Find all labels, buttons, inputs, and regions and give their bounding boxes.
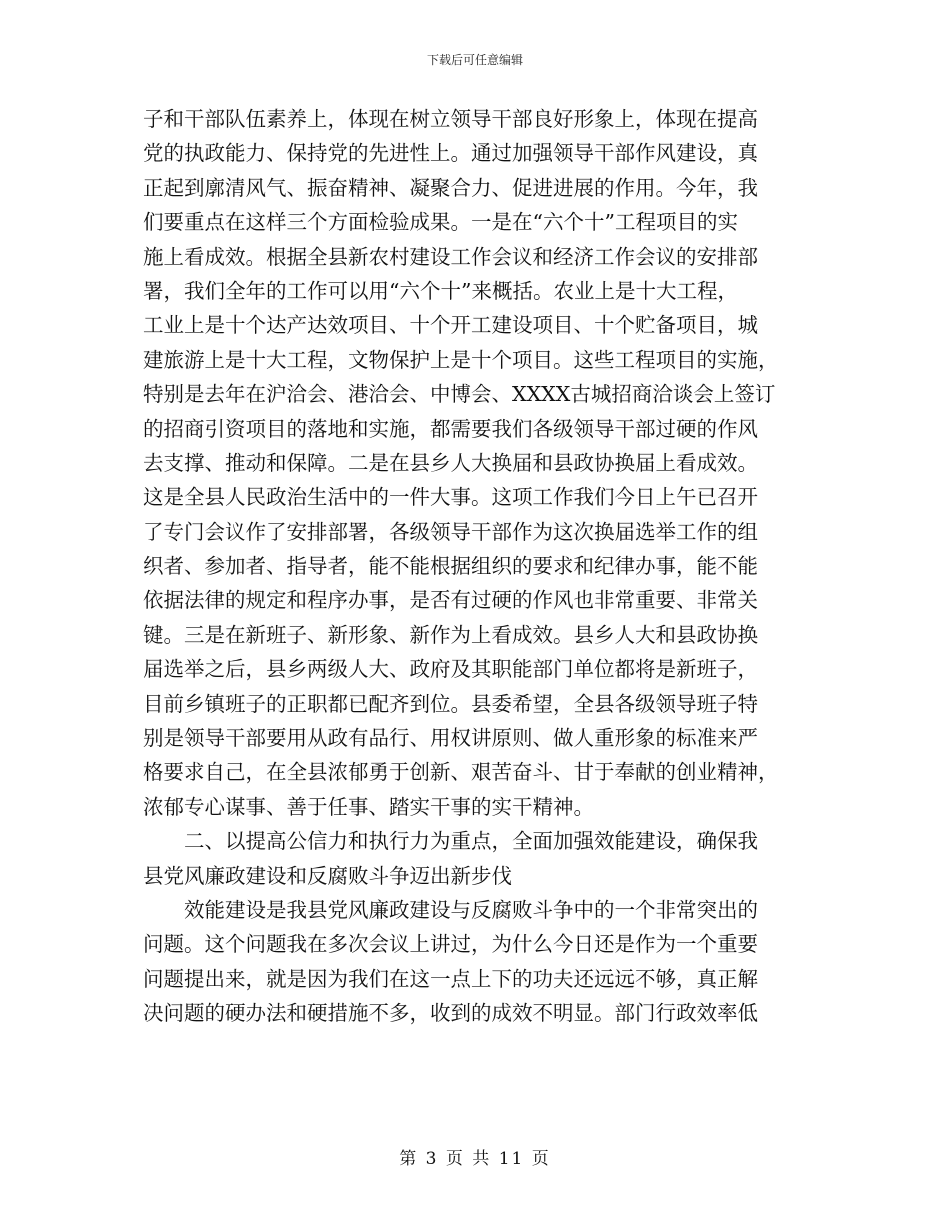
text-line: 别是领导干部要用从政有品行、用权讲原则、做人重形象的标准来严 (143, 726, 758, 751)
text-line: 们要重点在这样三个方面检验成果。一是在“六个十”工程项目的实 (143, 210, 738, 235)
text-line: 决问题的硬办法和硬措施不多，收到的成效不明显。部门行政效率低 (143, 1001, 758, 1026)
text-line: 织者、参加者、指导者，能不能根据组织的要求和纪律办事，能不能 (143, 554, 758, 579)
text-line: 子和干部队伍素养上，体现在树立领导干部良好形象上，体现在提高 (143, 107, 758, 131)
text-line: 届选举之后，县乡两级人大、政府及其职能部门单位都将是新班子， (143, 657, 758, 682)
text-line: 浓郁专心谋事、善于任事、踏实干事的实干精神。 (143, 794, 594, 819)
paragraph-start-line: 效能建设是我县党风廉政建设与反腐败斗争中的一个非常突出的 (184, 897, 758, 922)
page-number: 第 3 页 共 11 页 (399, 1149, 551, 1169)
text-line: 工业上是十个达产达效项目、十个开工建设项目、十个贮备项目，城 (143, 313, 758, 338)
document-body (143, 102, 805, 1031)
text-line: 这是全县人民政治生活中的一件大事。这项工作我们今日上午已召开 (143, 485, 758, 510)
text-line: 的招商引资项目的落地和实施，都需要我们各级领导干部过硬的作风 (143, 416, 758, 441)
text-line: 了专门会议作了安排部署，各级领导干部作为这次换届选举工作的组 (143, 519, 758, 544)
text-line: 正起到廓清风气、振奋精神、凝聚合力、促进进展的作用。今年，我 (143, 175, 758, 200)
text-line: 特别是去年在沪洽会、港洽会、中博会、XXXX古城招商洽谈会上签订 (143, 382, 776, 407)
section-heading-line: 县党风廉政建设和反腐败斗争迈出新步伐 (143, 863, 512, 888)
text-line: 党的执政能力、保持党的先进性上。通过加强领导干部作风建设，真 (143, 141, 758, 166)
page-header-note: 下载后可任意编辑 (426, 53, 523, 67)
text-line: 目前乡镇班子的正职都已配齐到位。县委希望，全县各级领导班子特 (143, 691, 758, 716)
text-line: 建旅游上是十大工程，文物保护上是十个项目。这些工程项目的实施， (143, 347, 779, 372)
text-line: 施上看成效。根据全县新农村建设工作会议和经济工作会议的安排部 (143, 244, 758, 269)
text-line: 问题。这个问题我在多次会议上讲过，为什么今日还是作为一个重要 (143, 932, 758, 957)
section-heading-line: 二、以提高公信力和执行力为重点，全面加强效能建设，确保我 (184, 829, 758, 854)
text-line: 依据法律的规定和程序办事，是否有过硬的作风也非常重要、非常关 (143, 588, 758, 613)
text-line: 键。三是在新班子、新形象、新作为上看成效。县乡人大和县政协换 (143, 622, 758, 647)
text-line: 格要求自己，在全县浓郁勇于创新、艰苦奋斗、甘于奉献的创业精神， (143, 760, 779, 785)
text-line: 问题提出来，就是因为我们在这一点上下的功夫还远远不够，真正解 (143, 966, 758, 991)
text-line: 署，我们全年的工作可以用“六个十”来概括。农业上是十大工程， (143, 278, 738, 303)
text-line: 去支撑、推动和保障。二是在县乡人大换届和县政协换届上看成效。 (143, 450, 758, 475)
